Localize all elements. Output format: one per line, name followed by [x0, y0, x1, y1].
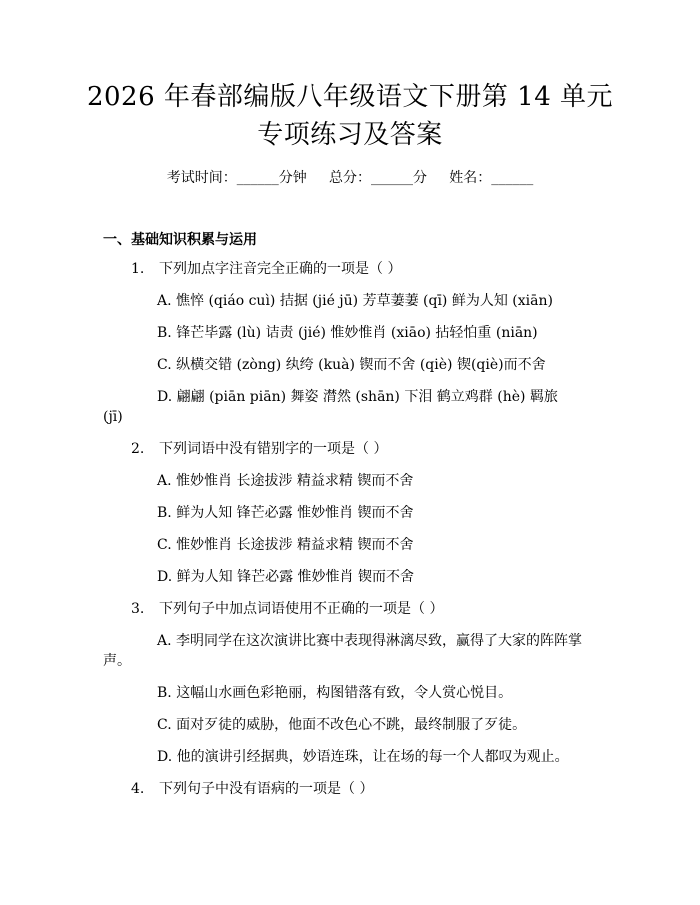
question-text: 下列加点字注音完全正确的一项是（ ）	[159, 261, 402, 277]
question-text: 下列句子中没有语病的一项是（ ）	[159, 781, 374, 797]
question-4	[131, 779, 373, 799]
q1-option-d-continued: (jī)	[103, 409, 123, 425]
question-number: 3.	[131, 601, 145, 617]
question-3	[131, 599, 443, 619]
q2-option-a: A. 惟妙惟肖 长途拔涉 精益求精 锲而不舍	[157, 473, 414, 489]
q2-option-b: B. 鲜为人知 锋芒必露 惟妙惟肖 锲而不舍	[157, 505, 414, 521]
q3-option-a-continued: 声。	[103, 653, 131, 669]
q1-option-a: A. 憔悴 (qiáo cuì) 拮据 (jié jū) 芳草萋萋 (qī) 鲜为人知 (xiān)	[157, 293, 553, 309]
section-heading: 一、基础知识积累与运用	[103, 232, 257, 248]
q2-option-c: C. 惟妙惟肖 长途拔涉 精益求精 锲而不舍	[157, 537, 414, 553]
q3-option-b: B. 这幅山水画色彩艳丽，构图错落有致，令人赏心悦目。	[157, 685, 513, 701]
document-title-line1: 2026 年春部编版八年级语文下册第 14 单元	[86, 82, 614, 112]
q3-option-c: C. 面对歹徒的威胁，他面不改色心不跳，最终制服了歹徒。	[157, 717, 527, 733]
question-1	[131, 259, 401, 279]
q1-option-c: C. 纵横交错 (zòng) 纨绔 (kuà) 锲而不舍 (qiè) 锲(qiè)而不舍	[157, 357, 546, 373]
q3-option-d: D. 他的演讲引经据典，妙语连珠，让在场的每一个人都叹为观止。	[157, 749, 569, 765]
question-number: 4.	[131, 781, 145, 797]
question-number: 1.	[131, 261, 145, 277]
q2-option-d: D. 鲜为人知 锋芒必露 惟妙惟肖 锲而不舍	[157, 569, 414, 585]
question-2	[131, 439, 387, 459]
question-number: 2.	[131, 441, 145, 457]
q3-option-a: A. 李明同学在这次演讲比赛中表现得淋漓尽致，赢得了大家的阵阵掌	[157, 633, 583, 649]
q1-option-d: D. 翩翩 (piān piān) 舞姿 潸然 (shān) 下泪 鹤立鸡群 (hè) 羁旅	[157, 389, 558, 405]
document-title-line2: 专项练习及答案	[257, 120, 443, 150]
exam-meta-info: 考试时间：______分钟 总分：______分 姓名：______	[166, 170, 534, 186]
q1-option-b: B. 锋芒毕露 (lù) 诘责 (jié) 惟妙惟肖 (xiāo) 拈轻怕重 (niān)	[157, 325, 538, 341]
question-text: 下列句子中加点词语使用不正确的一项是（ ）	[159, 601, 444, 617]
question-text: 下列词语中没有错别字的一项是（ ）	[159, 441, 388, 457]
